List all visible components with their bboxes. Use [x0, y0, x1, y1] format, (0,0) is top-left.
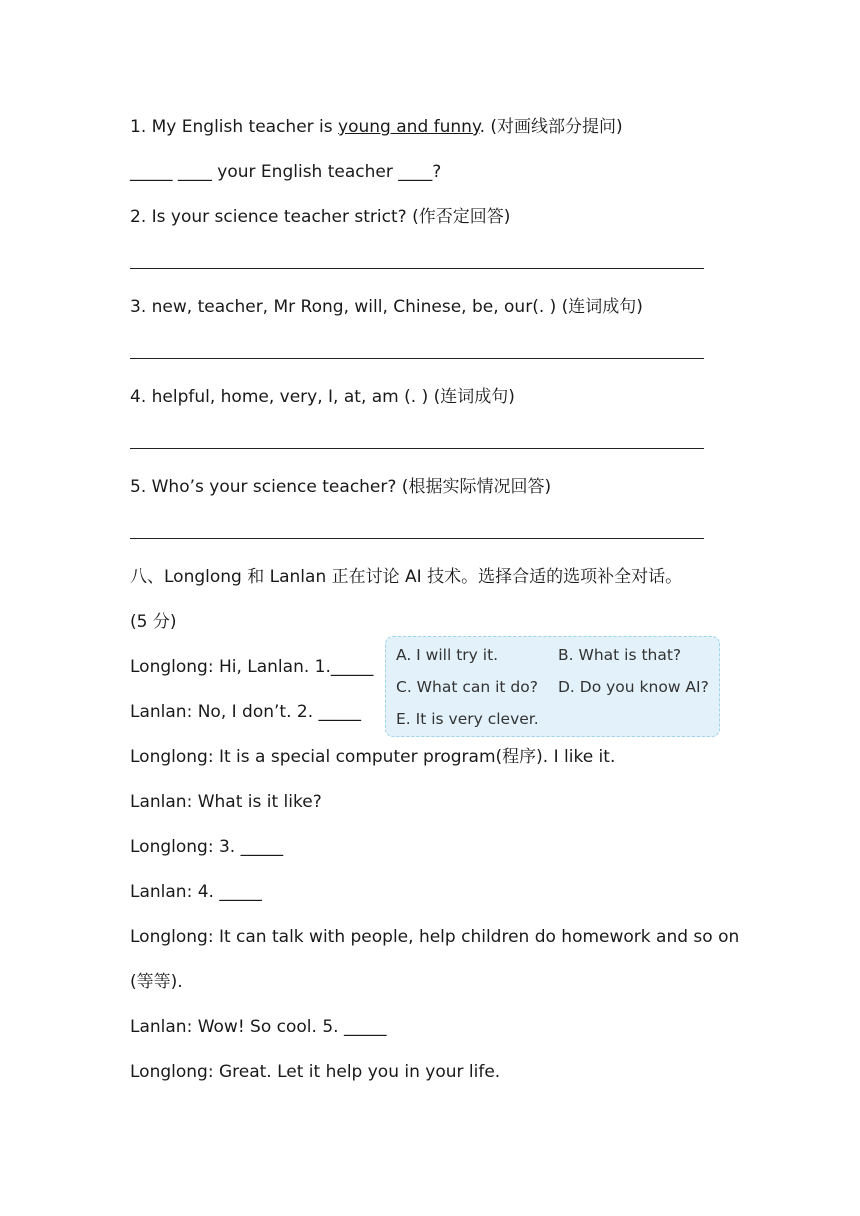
option-b: B. What is that? [558, 646, 682, 664]
dialogue-line-7: Longlong: It can talk with people, help children do homework and so on [130, 927, 740, 947]
option-c: C. What can it do? [396, 678, 538, 696]
section-8-score: (5 分) [130, 612, 177, 632]
dialogue-line-9: Longlong: Great. Let it help you in your life. [130, 1062, 501, 1082]
dialogue-line-4: Lanlan: What is it like? [130, 792, 322, 812]
option-e: E. It is very clever. [396, 710, 539, 728]
question-1-number: 1. [130, 117, 152, 137]
dialogue-line-3: Longlong: It is a special computer program(程序). I like it. [130, 747, 616, 767]
dialogue-line-7-continued: (等等). [130, 972, 183, 992]
options-box [385, 636, 720, 737]
question-1-text-after: . (对画线部分提问) [479, 117, 623, 137]
answer-rule-2[interactable] [130, 268, 704, 269]
question-1-underlined-phrase: young and funny [338, 117, 480, 137]
answer-rule-4[interactable] [130, 448, 704, 449]
answer-rule-5[interactable] [130, 538, 704, 539]
question-3: 3. new, teacher, Mr Rong, will, Chinese, be, our(. ) (连词成句) [130, 297, 643, 317]
question-1-answer-line[interactable]: _____ ____ your English teacher ____? [130, 162, 442, 182]
answer-rule-3[interactable] [130, 358, 704, 359]
option-d: D. Do you know AI? [558, 678, 709, 696]
dialogue-line-5: Longlong: 3. _____ [130, 837, 284, 857]
dialogue-line-8: Lanlan: Wow! So cool. 5. _____ [130, 1017, 387, 1037]
dialogue-line-2: Lanlan: No, I don’t. 2. _____ [130, 702, 362, 722]
question-1-text-before: My English teacher is [151, 117, 339, 137]
question-5: 5. Who’s your science teacher? (根据实际情况回答) [130, 477, 552, 497]
question-2: 2. Is your science teacher strict? (作否定回答) [130, 207, 511, 227]
dialogue-line-1: Longlong: Hi, Lanlan. 1._____ [130, 657, 374, 677]
dialogue-line-6: Lanlan: 4. _____ [130, 882, 262, 902]
section-8-heading: 八、Longlong 和 Lanlan 正在讨论 AI 技术。选择合适的选项补全对话。 [130, 567, 683, 587]
question-1 [130, 116, 623, 138]
question-4: 4. helpful, home, very, I, at, am (. ) (连词成句) [130, 387, 515, 407]
option-a: A. I will try it. [396, 646, 499, 664]
